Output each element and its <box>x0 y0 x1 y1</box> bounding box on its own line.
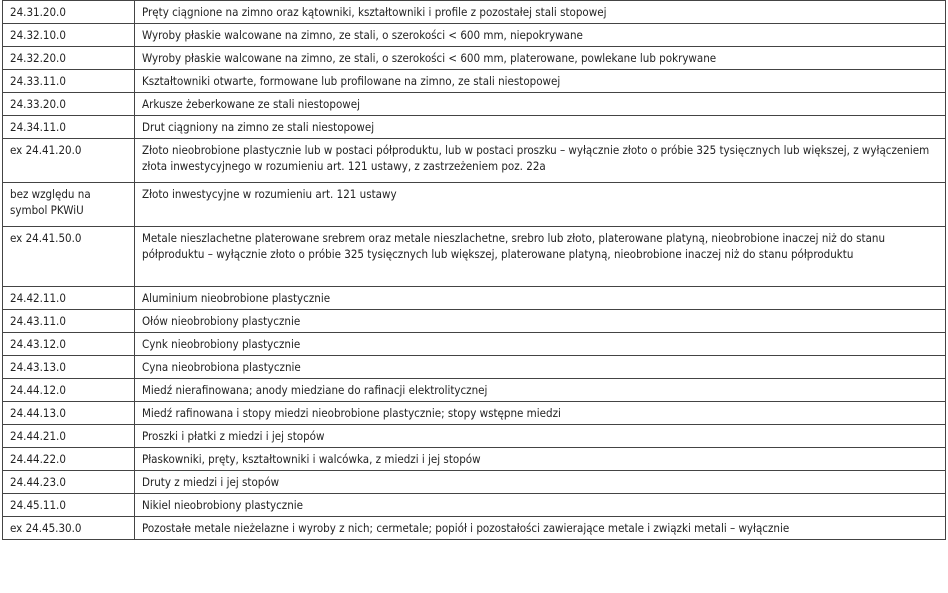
goods-description-cell: Druty z miedzi i jej stopów <box>135 471 946 494</box>
table-row <box>3 139 946 183</box>
goods-description-cell: Płaskowniki, pręty, kształtowniki i walcówka, z miedzi i jej stopów <box>135 448 946 471</box>
table-row <box>3 494 946 517</box>
table-row <box>3 1 946 24</box>
goods-description-cell: Ołów nieobrobiony plastycznie <box>135 310 946 333</box>
table-row <box>3 183 946 227</box>
table-row <box>3 448 946 471</box>
pkwiu-goods-table <box>2 0 946 540</box>
goods-description-cell: Metale nieszlachetne platerowane srebrem oraz metale nieszlachetne, srebro lub złoto, platerowane platyną, nieobrobione inaczej niż do stanu półproduktu – wyłącznie złoto o próbie 325 tysięcznych lub większej, platerowane platyną, nieobrobione inaczej niż do stanu półproduktu <box>135 227 946 287</box>
table-row <box>3 70 946 93</box>
pkwiu-code-cell: 24.44.12.0 <box>3 379 135 402</box>
goods-description-cell: Miedź nierafinowana; anody miedziane do rafinacji elektrolitycznej <box>135 379 946 402</box>
goods-description-cell: Złoto nieobrobione plastycznie lub w postaci półproduktu, lub w postaci proszku – wyłącznie złoto o próbie 325 tysięcznych lub większej, z wyłączeniem złota inwestycyjnego w rozumieniu art. 121 ustawy, z zastrzeżeniem poz. 22a <box>135 139 946 183</box>
table-row <box>3 116 946 139</box>
pkwiu-code-cell: 24.32.20.0 <box>3 47 135 70</box>
pkwiu-code-cell: 24.44.23.0 <box>3 471 135 494</box>
table-row <box>3 356 946 379</box>
table-body <box>3 1 946 540</box>
pkwiu-code-cell: 24.32.10.0 <box>3 24 135 47</box>
goods-description-cell: Pozostałe metale nieżelazne i wyroby z nich; cermetale; popiół i pozostałości zawierające metale i związki metali – wyłącznie <box>135 517 946 540</box>
goods-description-cell: Arkusze żeberkowane ze stali niestopowej <box>135 93 946 116</box>
table-row <box>3 47 946 70</box>
table-row <box>3 402 946 425</box>
goods-description-cell: Złoto inwestycyjne w rozumieniu art. 121 ustawy <box>135 183 946 227</box>
pkwiu-code-cell: ex 24.45.30.0 <box>3 517 135 540</box>
pkwiu-code-cell: 24.34.11.0 <box>3 116 135 139</box>
pkwiu-code-cell: 24.44.21.0 <box>3 425 135 448</box>
goods-description-cell: Pręty ciągnione na zimno oraz kątowniki, kształtowniki i profile z pozostałej stali stopowej <box>135 1 946 24</box>
goods-description-cell: Cyna nieobrobiona plastycznie <box>135 356 946 379</box>
table-row <box>3 517 946 540</box>
pkwiu-code-cell: 24.45.11.0 <box>3 494 135 517</box>
goods-description-cell: Miedź rafinowana i stopy miedzi nieobrobione plastycznie; stopy wstępne miedzi <box>135 402 946 425</box>
goods-description-cell: Cynk nieobrobiony plastycznie <box>135 333 946 356</box>
goods-description-cell: Aluminium nieobrobione plastycznie <box>135 287 946 310</box>
goods-description-cell: Wyroby płaskie walcowane na zimno, ze stali, o szerokości < 600 mm, niepokrywane <box>135 24 946 47</box>
pkwiu-code-cell: 24.44.22.0 <box>3 448 135 471</box>
table-row <box>3 93 946 116</box>
pkwiu-code-cell: 24.33.11.0 <box>3 70 135 93</box>
goods-description-cell: Nikiel nieobrobiony plastycznie <box>135 494 946 517</box>
pkwiu-code-cell: bez względu na symbol PKWiU <box>3 183 135 227</box>
table-row <box>3 425 946 448</box>
table-row <box>3 227 946 287</box>
pkwiu-code-cell: 24.43.12.0 <box>3 333 135 356</box>
table-row <box>3 379 946 402</box>
pkwiu-code-cell: 24.42.11.0 <box>3 287 135 310</box>
table-row <box>3 471 946 494</box>
table-row <box>3 333 946 356</box>
table-row <box>3 287 946 310</box>
goods-description-cell: Proszki i płatki z miedzi i jej stopów <box>135 425 946 448</box>
goods-description-cell: Wyroby płaskie walcowane na zimno, ze stali, o szerokości < 600 mm, platerowane, powlekane lub pokrywane <box>135 47 946 70</box>
pkwiu-code-cell: 24.31.20.0 <box>3 1 135 24</box>
goods-description-cell: Drut ciągniony na zimno ze stali niestopowej <box>135 116 946 139</box>
pkwiu-code-cell: 24.33.20.0 <box>3 93 135 116</box>
table-row <box>3 310 946 333</box>
goods-description-cell: Kształtowniki otwarte, formowane lub profilowane na zimno, ze stali niestopowej <box>135 70 946 93</box>
pkwiu-code-cell: 24.43.13.0 <box>3 356 135 379</box>
pkwiu-code-cell: 24.44.13.0 <box>3 402 135 425</box>
pkwiu-code-cell: ex 24.41.50.0 <box>3 227 135 287</box>
table-row <box>3 24 946 47</box>
pkwiu-code-cell: 24.43.11.0 <box>3 310 135 333</box>
pkwiu-code-cell: ex 24.41.20.0 <box>3 139 135 183</box>
